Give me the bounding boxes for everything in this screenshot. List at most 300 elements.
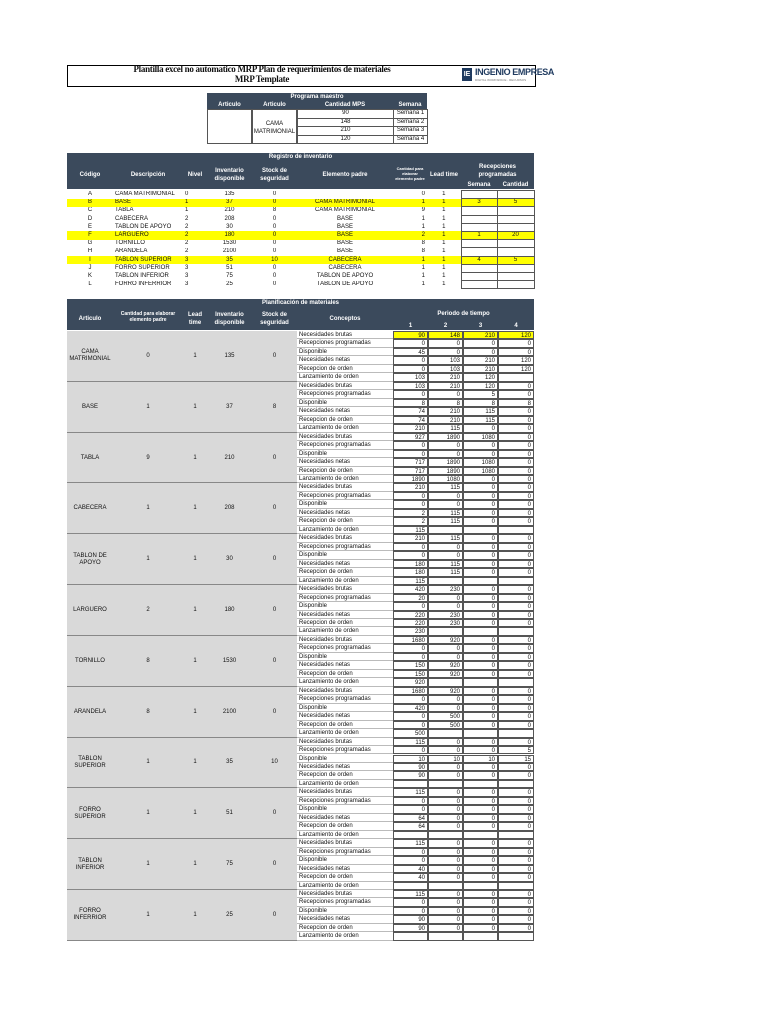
registro-padre: BASE [297, 231, 393, 239]
plan-concept: Recepciones programadas [297, 339, 393, 347]
plan-value: 1890 [428, 458, 463, 466]
plan-value: 0 [463, 568, 498, 576]
plan-value: 920 [393, 678, 428, 686]
registro-padre: TABLON DE APOYO [316, 281, 374, 288]
registro-header-recepciones: Recepciones programadas [478, 164, 517, 178]
plan-value: 0 [498, 560, 534, 568]
plan-value: 230 [393, 627, 428, 635]
plan-value: 0 [463, 695, 498, 703]
plan-period-2: 2 [443, 323, 448, 329]
plan-value: 0 [498, 636, 534, 644]
registro-row [67, 231, 534, 239]
registro-header-lead: Lead time [429, 172, 458, 178]
plan-concept: Necesidades brutas [297, 585, 393, 593]
plan-value: 0 [428, 441, 463, 449]
registro-lead: 1 [442, 240, 446, 247]
registro-lead: 1 [442, 223, 446, 230]
plan-value: 0 [498, 500, 534, 508]
plan-concept: Disponible [297, 704, 393, 712]
plan-value: 0 [463, 839, 498, 847]
plan-value: 90 [393, 771, 428, 779]
plan-value: 15 [498, 755, 534, 763]
plan-value: 0 [463, 619, 498, 627]
registro-nivel: 0 [185, 191, 189, 198]
registro-stock: 0 [272, 264, 277, 271]
plan-value: 0 [463, 602, 498, 610]
registro-lead: 1 [442, 191, 446, 198]
plan-item-name: TORNILLO [75, 657, 105, 664]
plan-item-cantidad: 1 [146, 403, 150, 410]
plan-item-inventario: 1530 [222, 657, 237, 664]
registro-descripcion: ARANDELA [115, 248, 148, 255]
plan-concept: Disponible [297, 602, 393, 610]
plan-value: 115 [393, 839, 428, 847]
plan-value [463, 627, 498, 635]
plan-value: 717 [393, 467, 428, 475]
plan-header-cantidad: Cantidad para elaborar elemento padre [120, 311, 176, 323]
plan-value: 0 [498, 644, 534, 652]
plan-value: 0 [463, 898, 498, 906]
plan-item-name: TABLON DE APOYO [73, 552, 107, 566]
registro-lead: 1 [442, 272, 446, 279]
plan-concept: Recepcion de orden [297, 568, 393, 576]
plan-value: 210 [463, 331, 498, 339]
registro-codigo: F [67, 231, 113, 239]
plan-value [393, 780, 428, 788]
plan-value: 115 [393, 526, 428, 534]
plan-value: 0 [498, 661, 534, 669]
registro-stock: 0 [272, 240, 277, 247]
registro-nivel: 3 [183, 256, 207, 264]
registro-row [67, 191, 534, 199]
plan-value: 0 [463, 907, 498, 915]
programa-semana: Semana 1 [394, 110, 428, 119]
plan-value: 0 [498, 771, 534, 779]
plan-value: 0 [428, 856, 463, 864]
programa-articulo-empty [207, 109, 252, 144]
plan-concept: Recepcion de orden [297, 416, 393, 424]
plan-value: 0 [463, 670, 498, 678]
registro-cantidad: 1 [421, 264, 425, 271]
registro-cantidad: 8 [421, 240, 425, 247]
plan-value: 0 [463, 848, 498, 856]
plan-item-name: CABECERA [73, 505, 107, 512]
plan-item-lead: 1 [193, 505, 197, 512]
plan-value: 8 [428, 399, 463, 407]
plan-value: 220 [393, 611, 428, 619]
plan-value: 0 [463, 483, 498, 491]
registro-descripcion: LARGUERO [113, 231, 183, 239]
plan-value: 120 [498, 356, 534, 364]
plan-value: 0 [463, 721, 498, 729]
plan-value: 64 [393, 814, 428, 822]
plan-value: 0 [498, 416, 534, 424]
registro-inventario: 25 [226, 281, 233, 288]
plan-concept: Necesidades brutas [297, 483, 393, 491]
registro-inventario: 75 [226, 272, 233, 279]
registro-lead: 1 [427, 256, 461, 264]
plan-value: 0 [463, 814, 498, 822]
plan-concept: Necesidades brutas [297, 687, 393, 695]
registro-inventario: 210 [224, 207, 235, 214]
plan-value: 115 [393, 738, 428, 746]
plan-value: 0 [498, 611, 534, 619]
registro-inventario: 2100 [222, 248, 237, 255]
plan-value: 210 [428, 416, 463, 424]
programa-cantidad: 90 [298, 110, 394, 119]
plan-value: 0 [428, 822, 463, 830]
plan-value: 64 [393, 822, 428, 830]
registro-row [67, 223, 534, 231]
plan-concept: Disponible [297, 907, 393, 915]
plan-item-inventario: 25 [226, 911, 233, 918]
plan-value [428, 678, 463, 686]
plan-value: 0 [393, 500, 428, 508]
registro-descripcion: FORRO INFERRIOR [115, 281, 172, 288]
plan-header-articulo: Articulo [78, 316, 102, 322]
plan-value [463, 932, 498, 940]
title-line-2: MRP Template [234, 73, 290, 84]
plan-concept: Recepciones programadas [297, 644, 393, 652]
plan-value: 220 [393, 619, 428, 627]
plan-item-stock: 0 [272, 657, 277, 664]
plan-value: 0 [393, 721, 428, 729]
registro-cantidad-rec [497, 223, 534, 231]
plan-value: 0 [498, 543, 534, 551]
registro-stock: 0 [272, 223, 277, 230]
plan-value: 115 [393, 890, 428, 898]
plan-value: 115 [463, 416, 498, 424]
plan-item-cantidad: 1 [146, 759, 150, 766]
plan-value: 0 [498, 907, 534, 915]
plan-value: 0 [428, 763, 463, 771]
registro-header-codigo: Código [79, 172, 101, 178]
registro-semana: 4 [461, 256, 497, 264]
registro-row [67, 248, 534, 256]
plan-value: 0 [463, 450, 498, 458]
plan-item-cantidad: 1 [146, 911, 150, 918]
plan-value: 0 [428, 390, 463, 398]
plan-value [498, 678, 534, 686]
plan-concept: Disponible [297, 450, 393, 458]
plan-value: 0 [498, 763, 534, 771]
plan-value: 0 [428, 839, 463, 847]
plan-concept: Disponible [297, 399, 393, 407]
plan-item-cantidad: 0 [146, 352, 150, 359]
registro-lead: 1 [442, 207, 446, 214]
registro-codigo: B [67, 199, 113, 207]
plan-value: 0 [498, 492, 534, 500]
plan-value: 0 [393, 365, 428, 373]
registro-codigo: H [87, 248, 93, 255]
plan-item-name: BASE [81, 403, 98, 410]
plan-concept: Lanzamiento de orden [297, 373, 393, 381]
plan-value: 0 [428, 865, 463, 873]
plan-concept: Lanzamiento de orden [297, 424, 393, 432]
plan-value: 0 [393, 805, 428, 813]
plan-concept: Recepcion de orden [297, 873, 393, 881]
plan-item-cantidad: 1 [146, 556, 150, 563]
planificacion-title: Planificación de materiales [67, 299, 534, 307]
plan-value: 0 [463, 509, 498, 517]
plan-value: 210 [428, 382, 463, 390]
plan-concept: Lanzamiento de orden [297, 729, 393, 737]
registro-cantidad: 1 [393, 256, 427, 264]
plan-value: 0 [463, 475, 498, 483]
registro-nivel: 2 [185, 248, 189, 255]
registro-semana [461, 281, 497, 289]
registro-padre: CAMA MATRIMONIAL [315, 207, 375, 214]
plan-value: 230 [428, 585, 463, 593]
registro-cantidad-rec [497, 207, 534, 215]
plan-concept: Recepciones programadas [297, 441, 393, 449]
plan-value: 90 [393, 924, 428, 932]
plan-value [463, 526, 498, 534]
plan-concept: Lanzamiento de orden [297, 932, 393, 940]
plan-value: 0 [498, 594, 534, 602]
registro-stock: 0 [272, 215, 277, 222]
plan-concept: Necesidades netas [297, 356, 393, 364]
programa-cantidad: 120 [298, 135, 394, 144]
programa-semana: Semana 2 [394, 118, 428, 127]
plan-value: 0 [463, 661, 498, 669]
plan-value [498, 526, 534, 534]
plan-item-stock: 0 [272, 556, 277, 563]
registro-cantidad-rec: 5 [497, 199, 534, 207]
registro-cantidad-rec [497, 281, 534, 289]
plan-value: 0 [463, 492, 498, 500]
plan-value [393, 932, 428, 940]
plan-value: 500 [428, 721, 463, 729]
plan-value: 0 [498, 390, 534, 398]
plan-value: 0 [428, 898, 463, 906]
plan-value: 150 [393, 661, 428, 669]
registro-descripcion: CAMA MATRIMONIAL [115, 191, 175, 198]
registro-row [67, 264, 534, 272]
plan-concept: Recepciones programadas [297, 898, 393, 906]
plan-value [428, 932, 463, 940]
plan-value: 5 [498, 746, 534, 754]
plan-item-name: TABLON SUPERIOR [74, 755, 106, 769]
plan-value: 0 [463, 644, 498, 652]
registro-lead: 1 [442, 264, 446, 271]
registro-inventario: 208 [224, 215, 235, 222]
plan-concept: Disponible [297, 551, 393, 559]
registro-stock: 8 [272, 207, 277, 214]
plan-value: 0 [428, 915, 463, 923]
plan-value [428, 627, 463, 635]
registro-codigo: A [87, 191, 92, 198]
registro-stock: 10 [252, 256, 297, 264]
plan-value: 0 [498, 738, 534, 746]
programa-cantidad: 148 [298, 118, 394, 127]
plan-concept: Necesidades brutas [297, 890, 393, 898]
plan-header-periodo: Periodo de tiempo [437, 311, 490, 317]
plan-item-lead: 1 [193, 352, 197, 359]
plan-concept: Recepcion de orden [297, 822, 393, 830]
registro-cantidad: 0 [421, 191, 425, 198]
plan-value: 0 [393, 339, 428, 347]
plan-value: 2 [393, 517, 428, 525]
programa-header-articulo-1: Articulo [207, 101, 252, 109]
plan-concept: Necesidades netas [297, 865, 393, 873]
registro-descripcion: TORNILLO [115, 240, 145, 247]
plan-value: 420 [393, 585, 428, 593]
plan-value: 0 [498, 873, 534, 881]
registro-codigo: D [87, 215, 93, 222]
plan-value: 115 [428, 483, 463, 491]
plan-value [428, 526, 463, 534]
registro-semana [461, 223, 497, 231]
plan-concept: Disponible [297, 805, 393, 813]
plan-value: 0 [498, 653, 534, 661]
plan-value: 0 [498, 407, 534, 415]
plan-value: 0 [393, 644, 428, 652]
registro-stock: 0 [272, 281, 277, 288]
registro-lead: 1 [442, 248, 446, 255]
plan-item-cantidad: 1 [146, 505, 150, 512]
plan-item-stock: 10 [271, 759, 278, 766]
plan-item-cantidad: 8 [146, 657, 150, 664]
plan-concept: Necesidades brutas [297, 433, 393, 441]
plan-value [463, 831, 498, 839]
plan-value [498, 932, 534, 940]
registro-nivel: 2 [185, 223, 189, 230]
plan-item-name: CAMA MATRIMONIAL [69, 349, 111, 363]
plan-value: 10 [463, 755, 498, 763]
registro-cantidad: 9 [421, 207, 425, 214]
plan-value [498, 780, 534, 788]
registro-cantidad: 1 [421, 272, 425, 279]
registro-codigo: I [67, 256, 113, 264]
registro-cantidad-rec [497, 191, 534, 199]
plan-value: 0 [393, 356, 428, 364]
plan-value: 0 [498, 890, 534, 898]
plan-value: 0 [393, 848, 428, 856]
plan-value: 0 [428, 907, 463, 915]
plan-value: 0 [498, 915, 534, 923]
plan-item-name: LARGUERO [73, 607, 107, 613]
registro-header-nivel: Nivel [187, 172, 203, 178]
plan-value: 0 [428, 500, 463, 508]
registro-header-semana: Semana [467, 182, 491, 188]
registro-nivel: 3 [185, 281, 189, 288]
plan-value: 0 [463, 704, 498, 712]
plan-value: 0 [498, 797, 534, 805]
plan-item-stock: 0 [272, 810, 277, 817]
plan-concept: Recepcion de orden [297, 721, 393, 729]
registro-semana [461, 191, 497, 199]
plan-item-cantidad: 2 [146, 607, 150, 613]
plan-item-name: TABLON INFERIOR [75, 857, 105, 871]
registro-codigo: L [88, 281, 92, 288]
registro-cantidad-rec [497, 215, 534, 223]
plan-value: 0 [498, 475, 534, 483]
programa-semana: Semana 4 [394, 135, 428, 144]
plan-item-stock: 8 [272, 403, 277, 410]
plan-value: 420 [393, 704, 428, 712]
plan-value: 74 [393, 416, 428, 424]
plan-concept: Recepciones programadas [297, 492, 393, 500]
registro-title: Registro de inventario [67, 153, 534, 161]
registro-cantidad-rec: 20 [497, 231, 534, 239]
plan-value: 0 [393, 551, 428, 559]
plan-item-lead: 1 [193, 607, 197, 613]
registro-descripcion: TABLON INFERIOR [115, 272, 169, 279]
plan-value: 717 [393, 458, 428, 466]
registro-row [67, 240, 534, 248]
registro-padre: BASE [336, 240, 353, 247]
plan-value [463, 882, 498, 890]
plan-value: 0 [428, 644, 463, 652]
plan-item-lead: 1 [193, 657, 197, 664]
plan-value: 0 [463, 822, 498, 830]
plan-concept: Necesidades brutas [297, 534, 393, 542]
plan-value: 20 [393, 594, 428, 602]
plan-item-inventario: 30 [226, 556, 233, 563]
plan-item-name: FORRO SUPERIOR [74, 806, 106, 820]
plan-value: 0 [463, 517, 498, 525]
plan-value: 0 [393, 450, 428, 458]
plan-value: 0 [463, 339, 498, 347]
plan-value: 1080 [463, 458, 498, 466]
plan-value: 103 [393, 382, 428, 390]
plan-value: 0 [463, 746, 498, 754]
plan-value: 0 [463, 585, 498, 593]
plan-value: 0 [498, 433, 534, 441]
plan-item-cantidad: 9 [146, 454, 150, 461]
plan-item-stock: 0 [272, 352, 277, 359]
plan-value [428, 780, 463, 788]
plan-header-lead: Lead time [187, 312, 202, 326]
plan-concept: Recepcion de orden [297, 771, 393, 779]
plan-concept: Disponible [297, 500, 393, 508]
registro-descripcion: TABLON SUPERIOR [113, 256, 183, 264]
registro-semana [461, 240, 497, 248]
plan-value: 115 [393, 788, 428, 796]
plan-value: 500 [393, 729, 428, 737]
registro-lead: 1 [427, 231, 461, 239]
plan-value: 115 [428, 424, 463, 432]
plan-value: 0 [393, 746, 428, 754]
plan-value [498, 627, 534, 635]
registro-nivel: 2 [185, 240, 189, 247]
registro-semana [461, 272, 497, 280]
plan-value: 0 [428, 543, 463, 551]
registro-cantidad: 1 [421, 223, 425, 230]
plan-item-lead: 1 [193, 556, 197, 563]
plan-value: 2 [393, 509, 428, 517]
plan-period-4: 4 [514, 323, 518, 329]
plan-value: 45 [393, 348, 428, 356]
plan-value: 1680 [393, 687, 428, 695]
registro-row [67, 207, 534, 215]
plan-value: 0 [393, 390, 428, 398]
plan-value: 0 [463, 534, 498, 542]
registro-table [67, 190, 535, 289]
plan-value: 0 [393, 907, 428, 915]
plan-value: 0 [428, 492, 463, 500]
plan-value: 230 [428, 619, 463, 627]
plan-concept: Recepciones programadas [297, 797, 393, 805]
plan-value: 90 [393, 915, 428, 923]
plan-value: 0 [463, 441, 498, 449]
plan-value: 0 [393, 543, 428, 551]
registro-header-cantidad-rec: Cantidad [502, 182, 529, 188]
registro-padre: TABLON DE APOYO [316, 272, 374, 279]
plan-concept: Recepcion de orden [297, 924, 393, 932]
plan-value: 0 [463, 653, 498, 661]
